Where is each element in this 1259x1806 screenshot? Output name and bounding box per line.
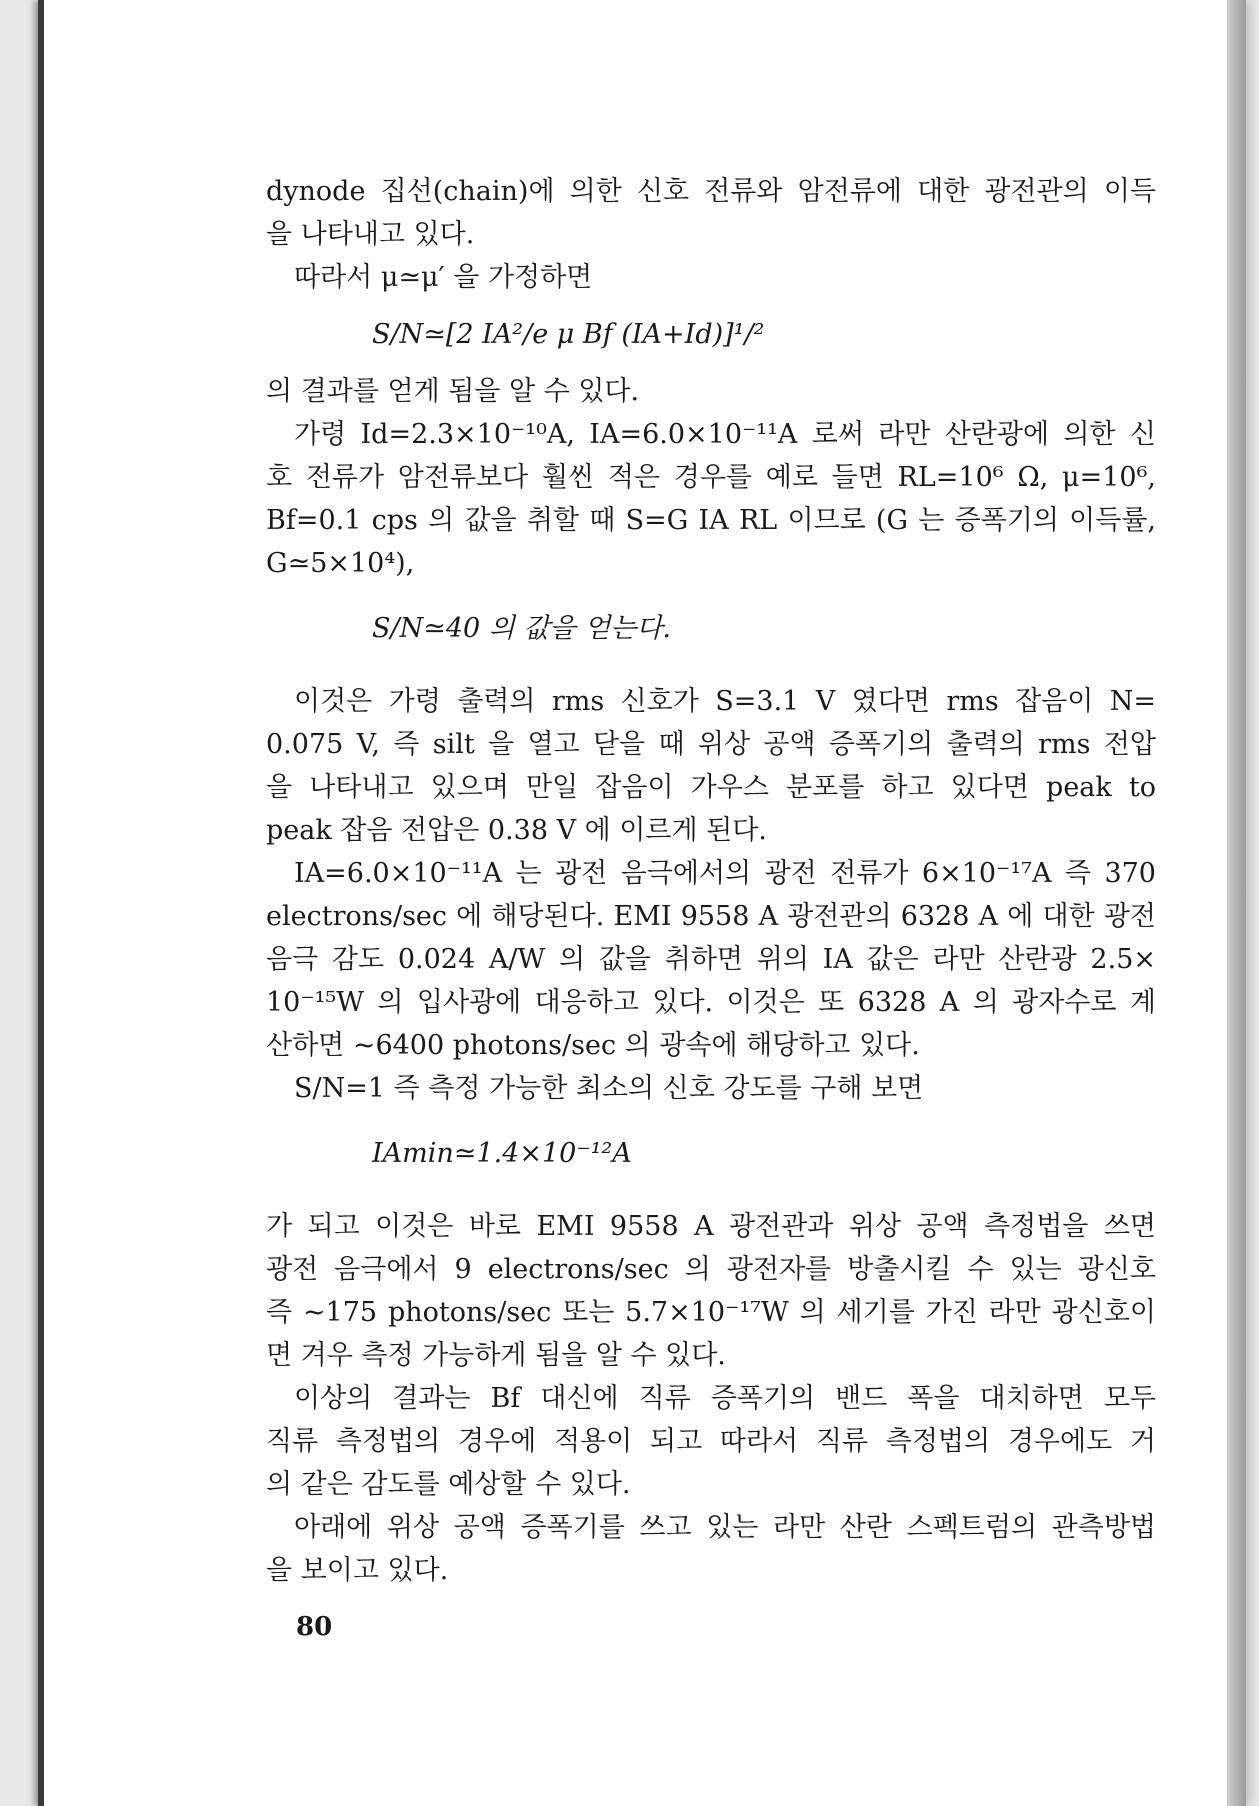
page-sheet xyxy=(38,0,1246,1806)
text-line: 의 같은 감도를 예상할 수 있다. xyxy=(266,1469,631,1500)
text-line: peak 잡음 전압은 0.38 V 에 이르게 된다. xyxy=(266,815,767,846)
text-line: 즉 ~175 photons/sec 또는 5.7×10⁻¹⁷W 의 세기를 가진 라만 광신호이 xyxy=(266,1297,1156,1328)
text-line: Bf=0.1 cps 의 값을 취할 때 S=G IA RL 이므로 (G 는 증폭기의 이득률, xyxy=(266,505,1156,536)
text-line: G≃5×10⁴), xyxy=(266,548,415,579)
equation-min-current: IAmin≃1.4×10⁻¹²A xyxy=(372,1138,632,1169)
text-line: dynode 집선(chain)에 의한 신호 전류와 암전류에 대한 광전관의 이득 xyxy=(266,176,1156,207)
text-line: electrons/sec 에 해당된다. EMI 9558 A 광전관의 6328 A 에 대한 광전 xyxy=(266,901,1156,932)
text-line: 10⁻¹⁵W 의 입사광에 대응하고 있다. 이것은 또 6328 A 의 광자수로 계 xyxy=(266,987,1156,1018)
text-line: 이상의 결과는 Bf 대신에 직류 증폭기의 밴드 폭을 대치하면 모두 xyxy=(294,1383,1156,1414)
text-line: S/N=1 즉 측정 가능한 최소의 신호 강도를 구해 보면 xyxy=(294,1073,924,1104)
equation-signal-noise: S/N≃[2 IA²/e μ Bf (IA+Id)]¹/² xyxy=(372,319,765,350)
page-edge-shadow xyxy=(1227,0,1246,1806)
text-line: 면 겨우 측정 가능하게 됨을 알 수 있다. xyxy=(266,1340,726,1371)
text-line: 을 나타내고 있으며 만일 잡음이 가우스 분포를 하고 있다면 peak to xyxy=(266,772,1156,803)
text-line: 이것은 가령 출력의 rms 신호가 S=3.1 V 였다면 rms 잡음이 N= xyxy=(294,686,1156,717)
text-line: 산하면 ~6400 photons/sec 의 광속에 해당하고 있다. xyxy=(266,1030,920,1061)
body-text xyxy=(266,170,1156,1592)
text-line: 광전 음극에서 9 electrons/sec 의 광전자를 방출시킬 수 있는 광신호 xyxy=(266,1254,1156,1285)
text-line: 의 결과를 얻게 됨을 알 수 있다. xyxy=(266,376,640,407)
text-line: 가 되고 이것은 바로 EMI 9558 A 광전관과 위상 공액 측정법을 쓰면 xyxy=(266,1211,1156,1242)
text-line: 가령 Id=2.3×10⁻¹⁰A, IA=6.0×10⁻¹¹A 로써 라만 산란광에 의한 신 xyxy=(294,419,1156,450)
text-line: 0.075 V, 즉 silt 을 열고 닫을 때 위상 공액 증폭기의 출력의 rms 전압 xyxy=(266,729,1156,760)
page-number: 80 xyxy=(296,1612,333,1642)
text-line: 을 보이고 있다. xyxy=(266,1555,449,1586)
equation-sn-result: S/N≃40 의 값을 얻는다. xyxy=(372,613,672,644)
text-line: 직류 측정법의 경우에 적용이 되고 따라서 직류 측정법의 경우에도 거 xyxy=(266,1426,1156,1457)
text-line: 따라서 μ≃μ′ 을 가정하면 xyxy=(294,262,593,293)
text-line: 음극 감도 0.024 A/W 의 값을 취하면 위의 IA 값은 라만 산란광 2.5× xyxy=(266,944,1156,975)
text-line: 호 전류가 암전류보다 훨씬 적은 경우를 예로 들면 RL=10⁶ Ω, μ=10⁶, xyxy=(266,462,1156,493)
text-line: 을 나타내고 있다. xyxy=(266,219,475,250)
text-line: IA=6.0×10⁻¹¹A 는 광전 음극에서의 광전 전류가 6×10⁻¹⁷A 즉 370 xyxy=(294,858,1156,889)
text-line: 아래에 위상 공액 증폭기를 쓰고 있는 라만 산란 스펙트럼의 관측방법 xyxy=(294,1512,1156,1543)
